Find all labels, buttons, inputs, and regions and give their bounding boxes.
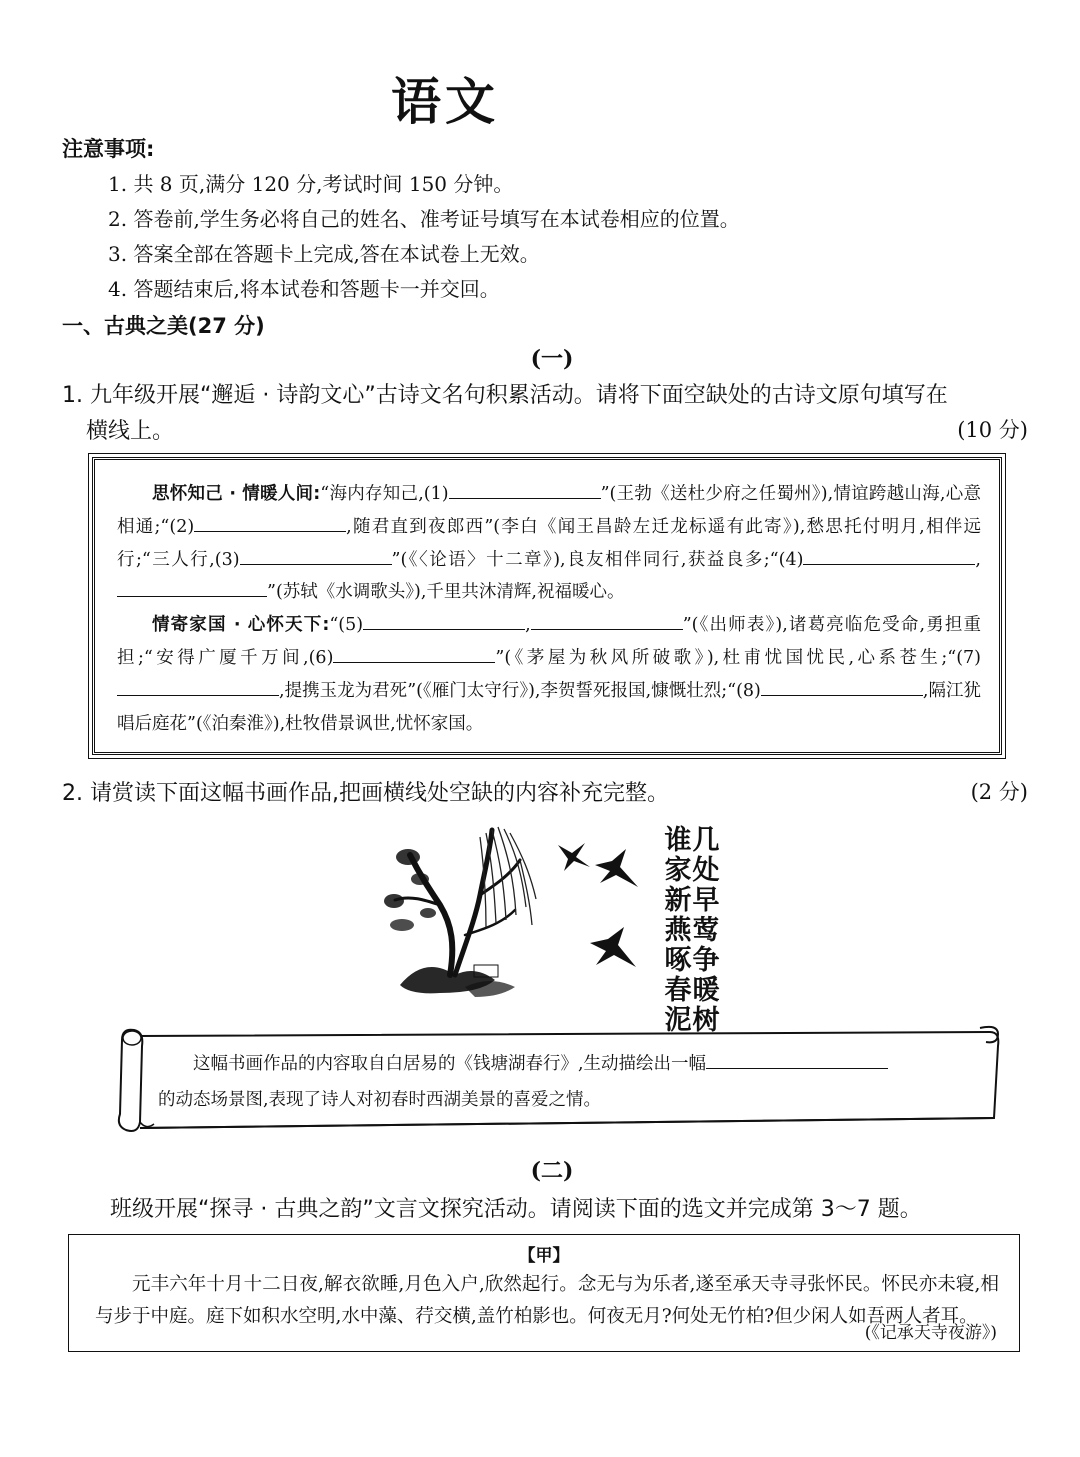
box-text: ”(王勃《送杜少府之任蜀州》),情谊跨越山海,心意相通;“(2) <box>117 484 981 537</box>
answer-blank-8[interactable] <box>761 677 923 696</box>
scroll-banner <box>110 1020 1000 1128</box>
passage-body: 元丰六年十月十二日夜,解衣欲睡,月色入户,欣然起行。念无与为乐者,遂至承天寺寻张怀民。怀民亦未寝,相与步于中庭。庭下如积水空明,水中藻、荇交横,盖竹柏影也。何夜无月?何处无竹柏?但少闲人如吾两人者耳。 <box>95 1274 999 1327</box>
passage-source: (《记承天寺夜游》) <box>864 1323 997 1343</box>
question-1-line1: 1. 九年级开展“邂逅 · 诗韵文心”古诗文名句积累活动。请将下面空缺处的古诗文原句填写在 <box>62 383 948 408</box>
poem-column-left: 谁 家 新 燕 啄 春 泥 <box>664 825 692 1036</box>
answer-blank-6[interactable] <box>333 644 495 663</box>
question-1-score: (10 分) <box>957 418 1028 442</box>
passage-tag: 【甲】 <box>518 1246 570 1266</box>
answer-blank-4a[interactable] <box>803 546 975 565</box>
answer-blank-2[interactable] <box>194 513 346 532</box>
poem-column-right: 几 处 早 莺 争 暖 树 <box>692 825 720 1036</box>
scroll-text-line2: 的动态场景图,表现了诗人对初春时西湖美景的喜爱之情。 <box>158 1090 602 1110</box>
box-text: ”(《〈论语〉十二章》),良友相伴同行,获益良多;“(4) <box>391 549 804 570</box>
passage-box-jia <box>68 1234 1020 1352</box>
box-text: ”(《出师表》),诸葛亮临危受命,勇担重担;“安得广厦千万间,(6) <box>117 615 981 668</box>
willow-strand <box>520 860 532 925</box>
box-text: ”(《茅屋为秋风所破歌》),杜甫忧国忧民,心系苍生;“(7) <box>495 647 981 668</box>
question-2-text: 2. 请赏读下面这幅书画作品,把画横线处空缺的内容补充完整。 <box>62 781 669 806</box>
box-text: ,隔江犹唱后庭花”(《泊秦淮》),杜牧借景讽世,忧怀家国。 <box>117 680 981 734</box>
answer-blank-7[interactable] <box>117 677 279 696</box>
answer-blank-5b[interactable] <box>531 611 683 630</box>
notice-heading: 注意事项: <box>62 137 155 161</box>
notice-item: 4. 答题结束后,将本试卷和答题卡一并交回。 <box>108 277 500 301</box>
page-title: 语文 <box>391 73 499 131</box>
swallow-icon <box>558 843 590 871</box>
question-1-line2: 横线上。 <box>86 419 175 444</box>
tree-trunk-right <box>455 830 492 975</box>
notice-item: 1. 共 8 页,满分 120 分,考试时间 150 分钟。 <box>108 172 514 196</box>
answer-blank-3[interactable] <box>240 546 392 565</box>
poetry-fill-box <box>92 457 1002 755</box>
box-text: ”(苏轼《水调歌头》),千里共沐清辉,祝福暖心。 <box>267 582 625 603</box>
ink-painting <box>380 815 660 1005</box>
box-text: , <box>975 549 981 570</box>
scroll-text-line1: 这幅书画作品的内容取自白居易的《钱塘湖春行》,生动描绘出一幅 <box>193 1054 707 1074</box>
section-heading: 一、古典之美(27 分) <box>62 314 265 338</box>
box-text: , <box>525 615 531 636</box>
answer-blank-4b[interactable] <box>117 578 267 597</box>
box-text: ,随君直到夜郎西”(李白《闻王昌龄左迁龙标遥有此寄》),愁思托付明月,相伴远行;“三人行,(3) <box>117 516 981 570</box>
box-text: “(5) <box>329 615 364 636</box>
part-heading-1: (一) <box>530 346 574 372</box>
answer-blank-1[interactable] <box>449 480 601 499</box>
part-heading-2: (二) <box>530 1158 574 1184</box>
swallow-icon <box>590 927 636 967</box>
box-text: “海内存知己,(1) <box>320 484 449 504</box>
question-2-score: (2 分) <box>970 780 1028 804</box>
notice-item: 2. 答卷前,学生务必将自己的姓名、准考证号填写在本试卷相应的位置。 <box>108 207 740 231</box>
theme-heading-1: 思怀知己 · 情暖人间: <box>152 484 321 504</box>
theme-heading-2: 情寄家国 · 心怀天下: <box>152 615 330 636</box>
reading-intro: 班级开展“探寻 · 古典之韵”文言文探究活动。请阅读下面的选文并完成第 3～7 题。 <box>110 1197 922 1222</box>
answer-blank-5a[interactable] <box>363 611 525 630</box>
swallow-icon <box>595 849 638 887</box>
calligraphy-poem <box>664 826 720 1036</box>
box-text: ,提携玉龙为君死”(《雁门太守行》),李贺誓死报国,慷慨壮烈;“(8) <box>279 680 761 701</box>
notice-item: 3. 答案全部在答题卡上完成,答在本试卷上无效。 <box>108 242 540 266</box>
answer-blank-q2[interactable] <box>706 1050 888 1069</box>
